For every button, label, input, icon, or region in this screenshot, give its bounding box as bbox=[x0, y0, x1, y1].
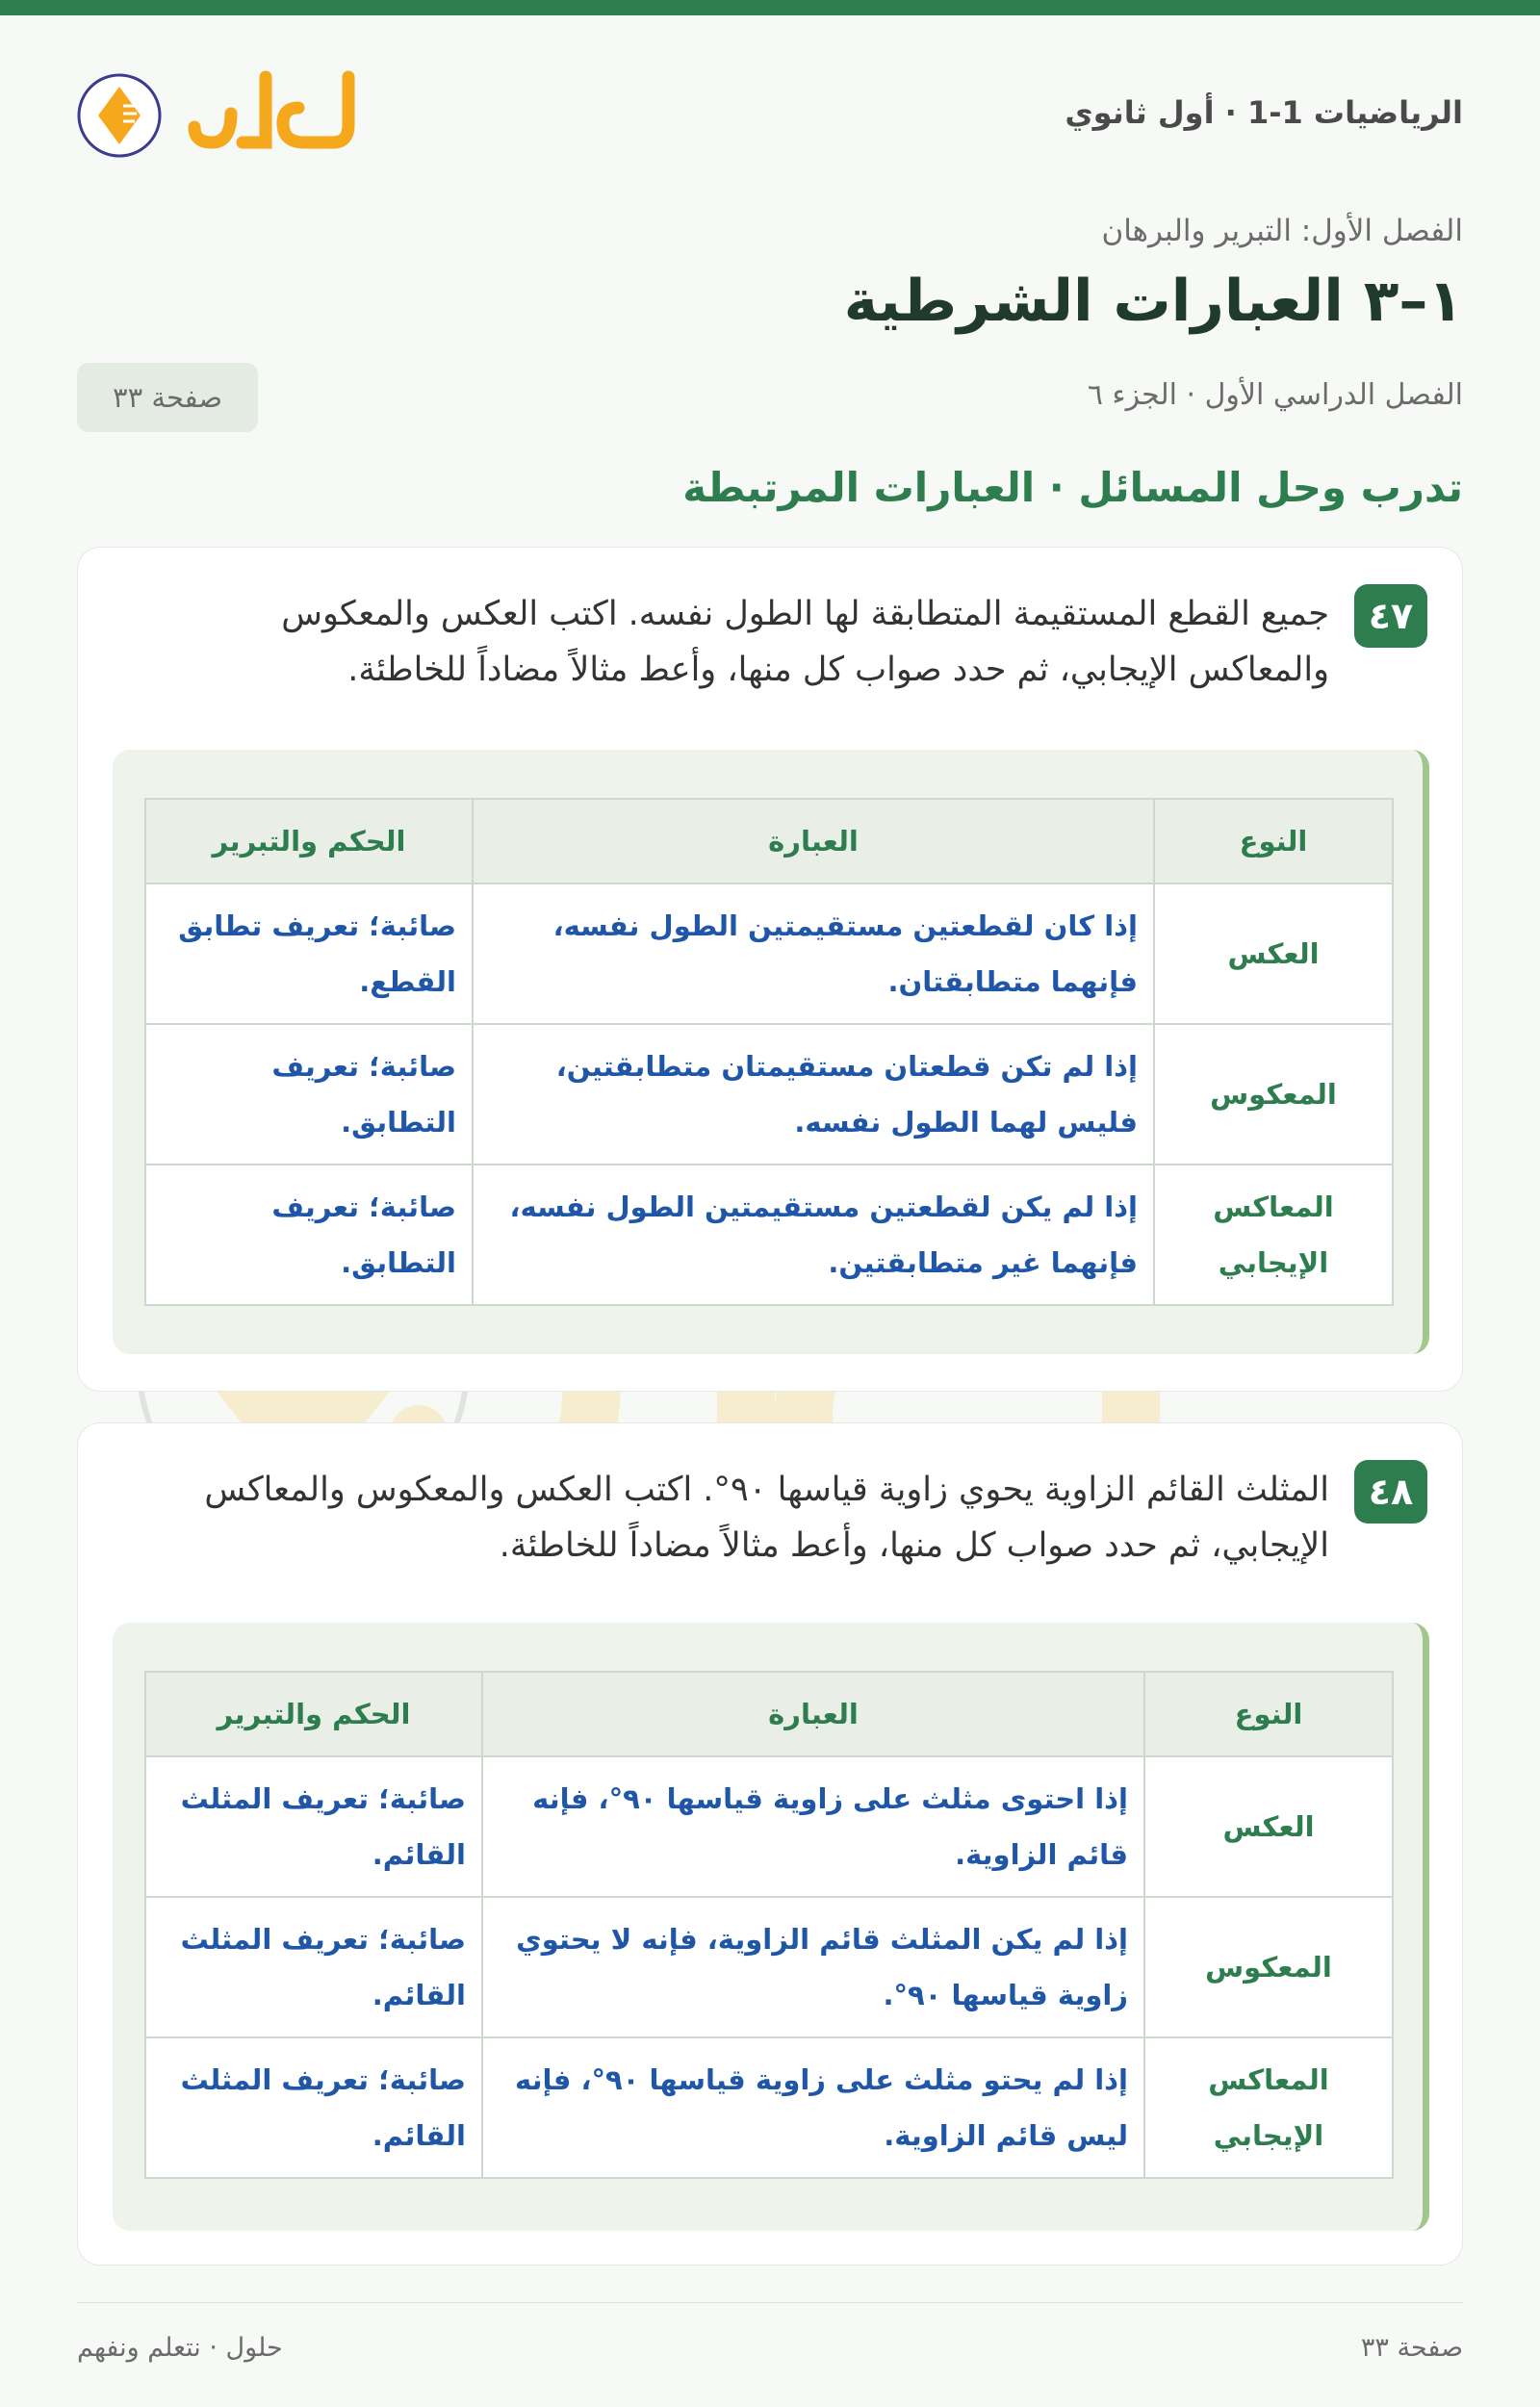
problem-number-badge: ٤٧ bbox=[1354, 584, 1427, 648]
problem-card bbox=[77, 1422, 1463, 2266]
statement-text: إذا كان لقطعتين مستقيمتين الطول نفسه، فإنهما متطابقتان. bbox=[473, 883, 1154, 1024]
statement-text: إذا لم يحتو مثلث على زاوية قياسها ٩٠°، فإنه ليس قائم الزاوية. bbox=[482, 2037, 1144, 2178]
statement-type: العكس bbox=[1154, 883, 1393, 1024]
page-header bbox=[77, 58, 1463, 173]
statement-type: المعاكس الإيجابي bbox=[1154, 1165, 1393, 1305]
answer-box bbox=[113, 750, 1429, 1354]
answer-box bbox=[113, 1623, 1429, 2231]
chapter-label: الفصل الأول: التبرير والبرهان bbox=[1101, 214, 1463, 248]
subject-label: الرياضيات 1-1 · أول ثانوي bbox=[1065, 94, 1463, 131]
statement-text: إذا لم يكن المثلث قائم الزاوية، فإنه لا يحتوي زاوية قياسها ٩٠°. bbox=[482, 1897, 1144, 2037]
table-row bbox=[145, 1165, 1393, 1305]
statement-verdict: صائبة؛ تعريف التطابق. bbox=[145, 1024, 473, 1165]
footer-brand: حلول · نتعلم ونفهم bbox=[77, 2333, 283, 2363]
header-verdict: الحكم والتبرير bbox=[145, 1672, 482, 1756]
statement-text: إذا لم تكن قطعتان مستقيمتان متطابقتين، فليس لهما الطول نفسه. bbox=[473, 1024, 1154, 1165]
header-type: النوع bbox=[1154, 799, 1393, 883]
term-label: الفصل الدراسي الأول · الجزء ٦ bbox=[1087, 378, 1463, 412]
statement-text: إذا احتوى مثلث على زاوية قياسها ٩٠°، فإنه قائم الزاوية. bbox=[482, 1756, 1144, 1897]
header-statement: العبارة bbox=[473, 799, 1154, 883]
statement-verdict: صائبة؛ تعريف المثلث القائم. bbox=[145, 1756, 482, 1897]
section-title: تدرب وحل المسائل · العبارات المرتبطة bbox=[682, 464, 1463, 511]
statement-type: المعاكس الإيجابي bbox=[1144, 2037, 1393, 2178]
problem-question: جميع القطع المستقيمة المتطابقة لها الطول نفسه. اكتب العكس والمعكوس والمعاكس الإيجابي، ثم حدد صواب كل منها، وأعط مثالاً مضاداً للخاطئة. bbox=[281, 595, 1329, 689]
answer-table bbox=[144, 798, 1394, 1306]
problem-question: المثلث القائم الزاوية يحوي زاوية قياسها ٩٠°. اكتب العكس والمعكوس والمعاكس الإيجابي، ثم حدد صواب كل منها، وأعط مثالاً مضاداً للخاطئة. bbox=[204, 1471, 1329, 1565]
table-row bbox=[145, 1897, 1393, 2037]
statement-verdict: صائبة؛ تعريف المثلث القائم. bbox=[145, 2037, 482, 2178]
lesson-title: ١–٣ العبارات الشرطية bbox=[843, 268, 1463, 335]
footer-divider bbox=[77, 2302, 1463, 2303]
header-statement: العبارة bbox=[482, 1672, 1144, 1756]
statement-text: إذا لم يكن لقطعتين مستقيمتين الطول نفسه، فإنهما غير متطابقتين. bbox=[473, 1165, 1154, 1305]
statement-type: العكس bbox=[1144, 1756, 1393, 1897]
table-row bbox=[145, 2037, 1393, 2178]
statement-type: المعكوس bbox=[1154, 1024, 1393, 1165]
hulul-logo[interactable] bbox=[77, 58, 366, 173]
table-row bbox=[145, 1024, 1393, 1165]
footer-page-number: صفحة ٣٣ bbox=[1360, 2333, 1463, 2363]
answer-table bbox=[144, 1671, 1394, 2179]
statement-verdict: صائبة؛ تعريف المثلث القائم. bbox=[145, 1897, 482, 2037]
problem-number-badge: ٤٨ bbox=[1354, 1460, 1427, 1524]
header-verdict: الحكم والتبرير bbox=[145, 799, 473, 883]
statement-verdict: صائبة؛ تعريف تطابق القطع. bbox=[145, 883, 473, 1024]
header-type: النوع bbox=[1144, 1672, 1393, 1756]
statement-type: المعكوس bbox=[1144, 1897, 1393, 2037]
problem-card bbox=[77, 547, 1463, 1392]
table-row bbox=[145, 883, 1393, 1024]
table-header-row bbox=[145, 1672, 1393, 1756]
table-row bbox=[145, 1756, 1393, 1897]
statement-verdict: صائبة؛ تعريف التطابق. bbox=[145, 1165, 473, 1305]
table-header-row bbox=[145, 799, 1393, 883]
top-accent-bar bbox=[0, 0, 1540, 15]
page-number-badge: صفحة ٣٣ bbox=[77, 363, 258, 432]
